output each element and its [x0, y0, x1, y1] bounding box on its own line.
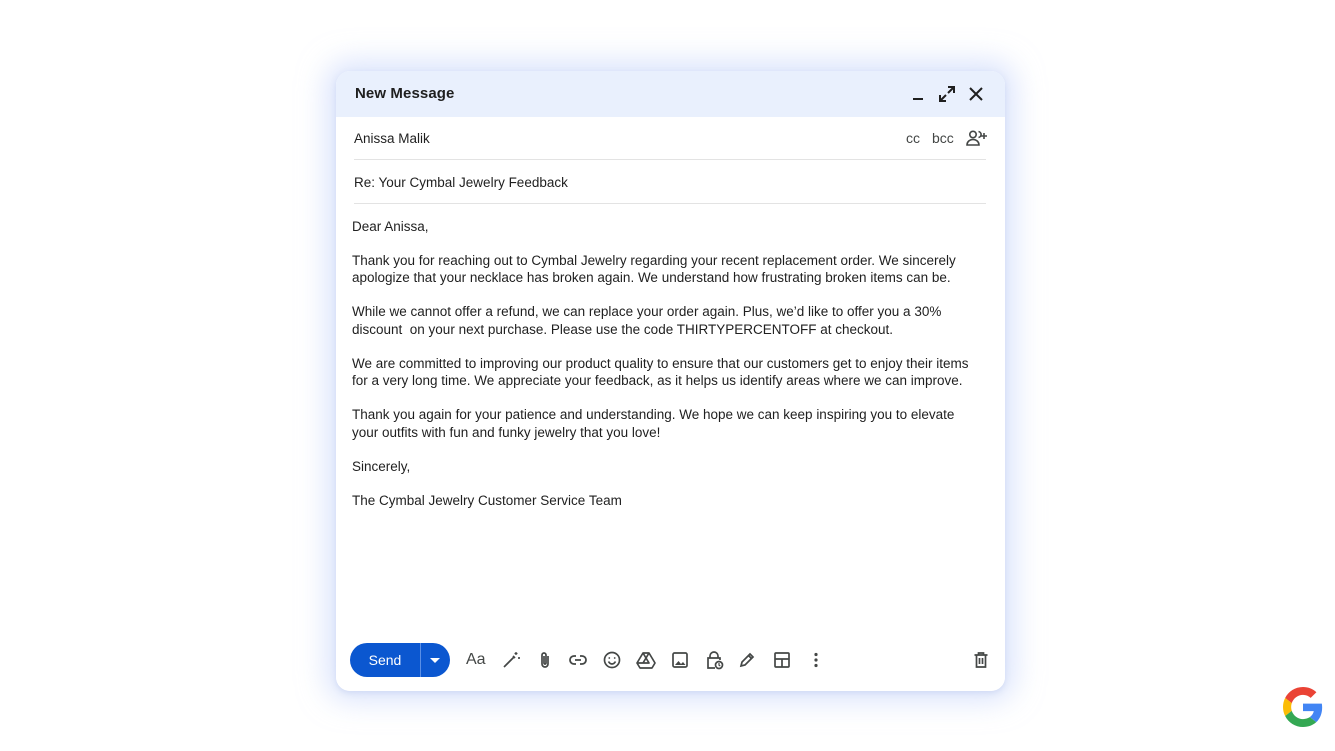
- more-options-icon[interactable]: [805, 649, 827, 671]
- dropdown-arrow-icon: [421, 643, 450, 677]
- help-me-write-icon[interactable]: [500, 649, 522, 671]
- subject-field[interactable]: Re: Your Cymbal Jewelry Feedback: [354, 175, 568, 190]
- compose-header: [336, 71, 1005, 117]
- send-button[interactable]: Send: [368, 652, 402, 668]
- confidential-mode-icon[interactable]: [703, 649, 725, 671]
- formatting-options-button[interactable]: Aa: [466, 651, 486, 668]
- google-logo: [1283, 687, 1323, 727]
- cc-button[interactable]: cc: [906, 130, 920, 146]
- compose-window: [336, 71, 1005, 691]
- minimize-icon[interactable]: [907, 83, 929, 105]
- trash-icon[interactable]: [970, 649, 992, 671]
- subject-row[interactable]: [354, 159, 986, 204]
- recipients-row[interactable]: [354, 117, 986, 160]
- drive-icon[interactable]: [635, 649, 657, 671]
- body-paragraph: Thank you again for your patience and understanding. We hope we can keep inspiring you to elevate your outfits with fun and funky jewelry that you love!: [352, 407, 959, 440]
- link-icon[interactable]: [567, 649, 589, 671]
- send-options-button[interactable]: [421, 643, 450, 677]
- body-paragraph: Sincerely,: [352, 458, 411, 474]
- bcc-button[interactable]: bcc: [932, 130, 954, 146]
- template-icon[interactable]: [771, 649, 793, 671]
- signature-icon[interactable]: [736, 649, 758, 671]
- add-recipient-icon[interactable]: [966, 129, 988, 147]
- attach-icon[interactable]: [534, 649, 556, 671]
- photo-icon[interactable]: [669, 649, 691, 671]
- body-paragraph: While we cannot offer a refund, we can replace your order again. Plus, we’d like to offer you a 30% discount on your next purchase. Please use the code THIRTYPERCENTOFF at checkout.: [352, 304, 946, 337]
- emoji-icon[interactable]: [601, 649, 623, 671]
- body-paragraph: Thank you for reaching out to Cymbal Jewelry regarding your recent replacement order. We sincerely apologize that your necklace has broken again. We understand how frustrating broken items can be.: [352, 253, 960, 286]
- compose-toolbar: [336, 629, 1005, 691]
- expand-icon[interactable]: [936, 83, 958, 105]
- body-paragraph: The Cymbal Jewelry Customer Service Team: [352, 492, 622, 508]
- send-button-group: [350, 643, 450, 677]
- recipient-chip[interactable]: Anissa Malik: [354, 131, 430, 146]
- body-paragraph: Dear Anissa,: [352, 219, 429, 234]
- body-paragraph: We are committed to improving our product quality to ensure that our customers get to enjoy their items for a very long time. We appreciate your feedback, as it helps us identify areas where we can improve.: [352, 355, 973, 389]
- close-icon[interactable]: [965, 83, 987, 105]
- compose-title: New Message: [355, 85, 455, 102]
- message-body[interactable]: [352, 218, 982, 526]
